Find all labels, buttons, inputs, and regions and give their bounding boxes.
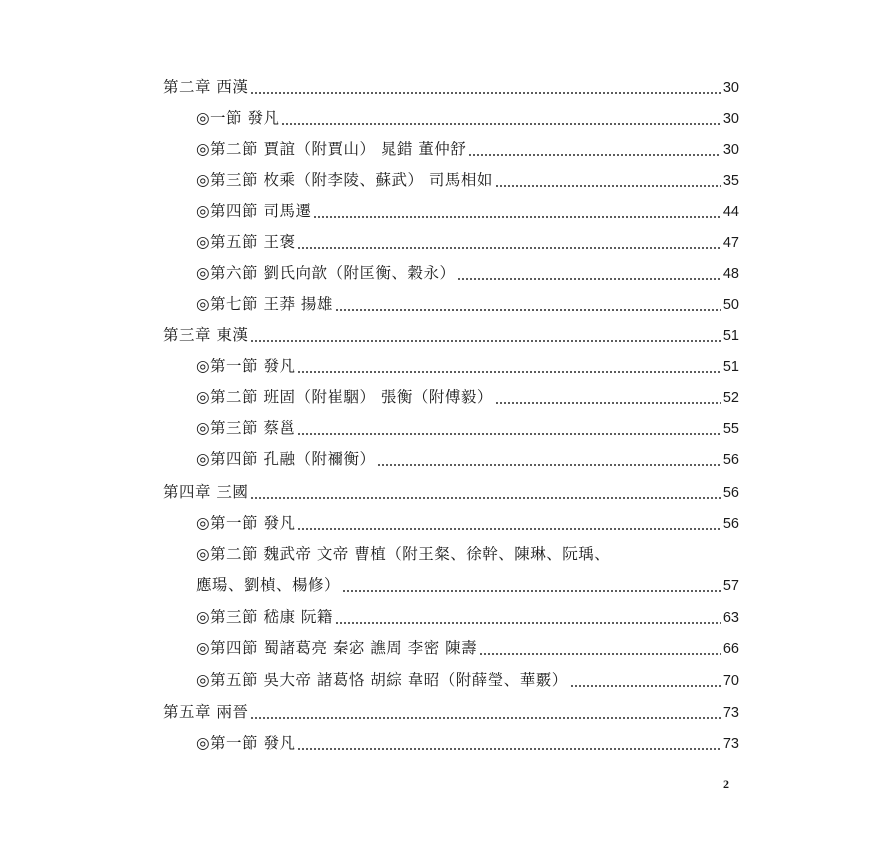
- toc-section: [0, 351, 870, 382]
- dot-leader: [570, 665, 721, 696]
- toc-chapter: [0, 697, 870, 728]
- toc-title: ◎第二節 班固（附崔駰） 張衡（附傅毅）: [196, 388, 493, 406]
- toc-title: ◎第四節 司馬遷: [196, 202, 312, 220]
- toc-page-number: 47: [722, 235, 739, 251]
- toc-page-number: 30: [722, 111, 739, 127]
- toc-title: ◎第二節 魏武帝 文帝 曹植（附王粲、徐幹、陳琳、阮瑀、: [196, 545, 611, 563]
- toc-title: ◎第一節 發凡: [196, 734, 296, 752]
- toc-title: ◎第一節 發凡: [196, 357, 296, 375]
- toc-chapter: [0, 320, 870, 351]
- dot-leader: [468, 134, 721, 165]
- dot-leader: [297, 728, 720, 759]
- toc-page-number: 30: [722, 142, 739, 158]
- toc-section: [0, 196, 870, 227]
- toc-section: [0, 539, 870, 570]
- toc-chapter: [0, 477, 870, 508]
- toc-section-continuation: [0, 570, 870, 601]
- dot-leader: [250, 697, 720, 728]
- toc-section: [0, 227, 870, 258]
- toc-page-number: 56: [722, 516, 739, 532]
- toc-section: [0, 103, 870, 134]
- dot-leader: [250, 477, 720, 508]
- toc-page-number: 56: [722, 485, 739, 501]
- toc-page-number: 57: [722, 578, 739, 594]
- toc-page-number: 51: [722, 328, 739, 344]
- toc-title: ◎第三節 枚乘（附李陵、蘇武） 司馬相如: [196, 171, 493, 189]
- dot-leader: [377, 444, 720, 475]
- toc-section: [0, 413, 870, 444]
- toc-section: [0, 258, 870, 289]
- toc-section: [0, 134, 870, 165]
- folio-page-number: 2: [723, 777, 729, 791]
- toc-section: [0, 444, 870, 475]
- dot-leader: [281, 103, 720, 134]
- toc-section: [0, 602, 870, 633]
- toc-title: ◎第二節 賈誼（附賈山） 晁錯 董仲舒: [196, 140, 467, 158]
- dot-leader: [479, 633, 721, 664]
- toc-section: [0, 382, 870, 413]
- toc-chapter: [0, 72, 870, 103]
- toc-title: 第四章 三國: [163, 483, 249, 501]
- toc-title: ◎第七節 王莽 揚雄: [196, 295, 333, 313]
- dot-leader: [250, 320, 720, 351]
- toc-title: ◎第四節 蜀諸葛亮 秦宓 譙周 李密 陳壽: [196, 639, 478, 657]
- toc-page-number: 66: [722, 641, 739, 657]
- dot-leader: [495, 382, 721, 413]
- dot-leader: [297, 351, 720, 382]
- toc-section: [0, 633, 870, 664]
- toc-page-number: 44: [722, 204, 739, 220]
- dot-leader: [457, 258, 720, 289]
- toc-title: 第五章 兩晉: [163, 703, 249, 721]
- toc-page-number: 73: [722, 736, 739, 752]
- toc-title: ◎第三節 嵇康 阮籍: [196, 608, 333, 626]
- toc-title: 第二章 西漢: [163, 78, 249, 96]
- toc-page-number: 56: [722, 452, 739, 468]
- toc-page-number: 35: [722, 173, 739, 189]
- dot-leader: [335, 602, 721, 633]
- toc-page-number: 73: [722, 705, 739, 721]
- toc-page-number: 48: [722, 266, 739, 282]
- toc-page-number: 70: [722, 673, 739, 689]
- toc-page-number: 50: [722, 297, 739, 313]
- toc-section: [0, 508, 870, 539]
- toc-title: ◎第五節 吳大帝 諸葛恪 胡綜 韋昭（附薛瑩、華覈）: [196, 671, 568, 689]
- dot-leader: [297, 413, 720, 444]
- toc-page-number: 30: [722, 80, 739, 96]
- dot-leader: [297, 508, 720, 539]
- toc-section: [0, 165, 870, 196]
- toc-title: 應瑒、劉楨、楊修）: [196, 576, 341, 594]
- toc-title: ◎第四節 孔融（附禰衡）: [196, 450, 376, 468]
- dot-leader: [495, 165, 721, 196]
- toc-title: ◎第五節 王褒: [196, 233, 296, 251]
- dot-leader: [313, 196, 720, 227]
- toc-section: [0, 289, 870, 320]
- dot-leader: [342, 570, 721, 601]
- toc-title: ◎第六節 劉氏向歆（附匡衡、穀永）: [196, 264, 456, 282]
- toc-title: ◎第三節 蔡邕: [196, 419, 296, 437]
- toc-title: 第三章 東漢: [163, 326, 249, 344]
- toc-section: [0, 665, 870, 696]
- toc-title: ◎第一節 發凡: [196, 514, 296, 532]
- toc-page-number: 63: [722, 610, 739, 626]
- dot-leader: [297, 227, 720, 258]
- toc-page-number: 55: [722, 421, 739, 437]
- toc-page-number: 52: [722, 390, 739, 406]
- dot-leader: [335, 289, 721, 320]
- toc-section: [0, 728, 870, 759]
- toc-title: ◎一節 發凡: [196, 109, 280, 127]
- toc-page-number: 51: [722, 359, 739, 375]
- dot-leader: [250, 72, 720, 103]
